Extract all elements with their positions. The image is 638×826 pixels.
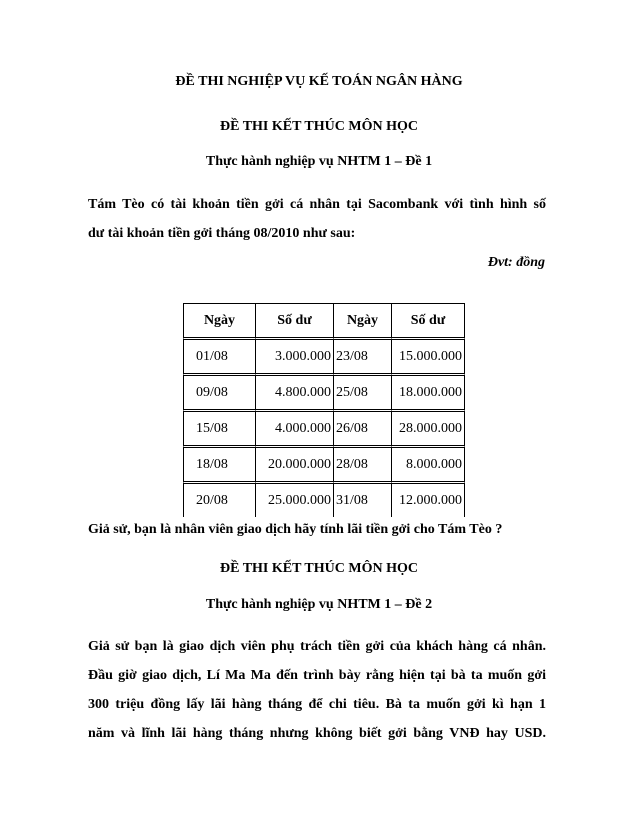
unit-label: Đvt: đồng <box>487 255 545 270</box>
exam2-subheading: Thực hành nghiệp vụ NHTM 1 – Đề 2 <box>205 597 433 612</box>
exam1-question <box>88 515 546 544</box>
table-row <box>183 481 465 517</box>
col-header-balance: Số dư <box>391 303 465 337</box>
balance-cell: 8.000.000 <box>391 445 465 481</box>
date-cell: 20/08 <box>183 481 255 517</box>
intro-line: dư tài khoản tiền gởi tháng 08/2010 như sau: <box>88 226 356 241</box>
date-cell: 18/08 <box>183 445 255 481</box>
date-cell: 09/08 <box>183 373 255 409</box>
exam2-heading: ĐỀ THI KẾT THÚC MÔN HỌC <box>220 561 418 576</box>
question-text: Giả sử, bạn là nhân viên giao dịch hãy tính lãi tiền gởi cho Tám Tèo ? <box>88 522 503 537</box>
table-row <box>183 409 465 445</box>
body-line: 300 triệu đồng lấy lãi hàng tháng để chi tiêu. Bà ta muốn gởi kì hạn 1 <box>88 697 546 712</box>
date-cell: 01/08 <box>183 337 255 373</box>
body-line: Giả sử bạn là giao dịch viên phụ trách tiền gởi của khách hàng cá nhân. <box>88 639 546 654</box>
intro-line: Tám Tèo có tài khoản tiền gởi cá nhân tại Sacombank với tình hình số <box>88 197 546 212</box>
date-cell: 25/08 <box>333 373 391 409</box>
balance-cell: 18.000.000 <box>391 373 465 409</box>
col-header-date: Ngày <box>333 303 391 337</box>
balance-cell: 20.000.000 <box>255 445 333 481</box>
document-title: ĐỀ THI NGHIỆP VỤ KẾ TOÁN NGÂN HÀNG <box>175 74 463 89</box>
exam2-body <box>88 632 546 748</box>
balance-cell: 3.000.000 <box>255 337 333 373</box>
exam1-intro <box>88 190 546 248</box>
exam1-heading: ĐỀ THI KẾT THÚC MÔN HỌC <box>220 119 418 134</box>
balance-cell: 25.000.000 <box>255 481 333 517</box>
table-row <box>183 445 465 481</box>
balance-cell: 28.000.000 <box>391 409 465 445</box>
col-header-balance: Số dư <box>255 303 333 337</box>
body-line: Đầu giờ giao dịch, Lí Ma Ma đến trình bày rằng hiện tại bà ta muốn gởi <box>88 668 546 683</box>
date-cell: 26/08 <box>333 409 391 445</box>
date-cell: 23/08 <box>333 337 391 373</box>
table-row <box>183 337 465 373</box>
balance-cell: 15.000.000 <box>391 337 465 373</box>
table-row <box>183 373 465 409</box>
balance-cell: 12.000.000 <box>391 481 465 517</box>
body-line: năm và lĩnh lãi hàng tháng nhưng không biết gởi bằng VNĐ hay USD. <box>88 726 546 741</box>
date-cell: 28/08 <box>333 445 391 481</box>
balance-table <box>183 303 465 517</box>
exam1-subheading: Thực hành nghiệp vụ NHTM 1 – Đề 1 <box>205 154 433 169</box>
balance-cell: 4.800.000 <box>255 373 333 409</box>
balance-cell: 4.000.000 <box>255 409 333 445</box>
date-cell: 15/08 <box>183 409 255 445</box>
date-cell: 31/08 <box>333 481 391 517</box>
table-header-row <box>183 303 465 337</box>
col-header-date: Ngày <box>183 303 255 337</box>
